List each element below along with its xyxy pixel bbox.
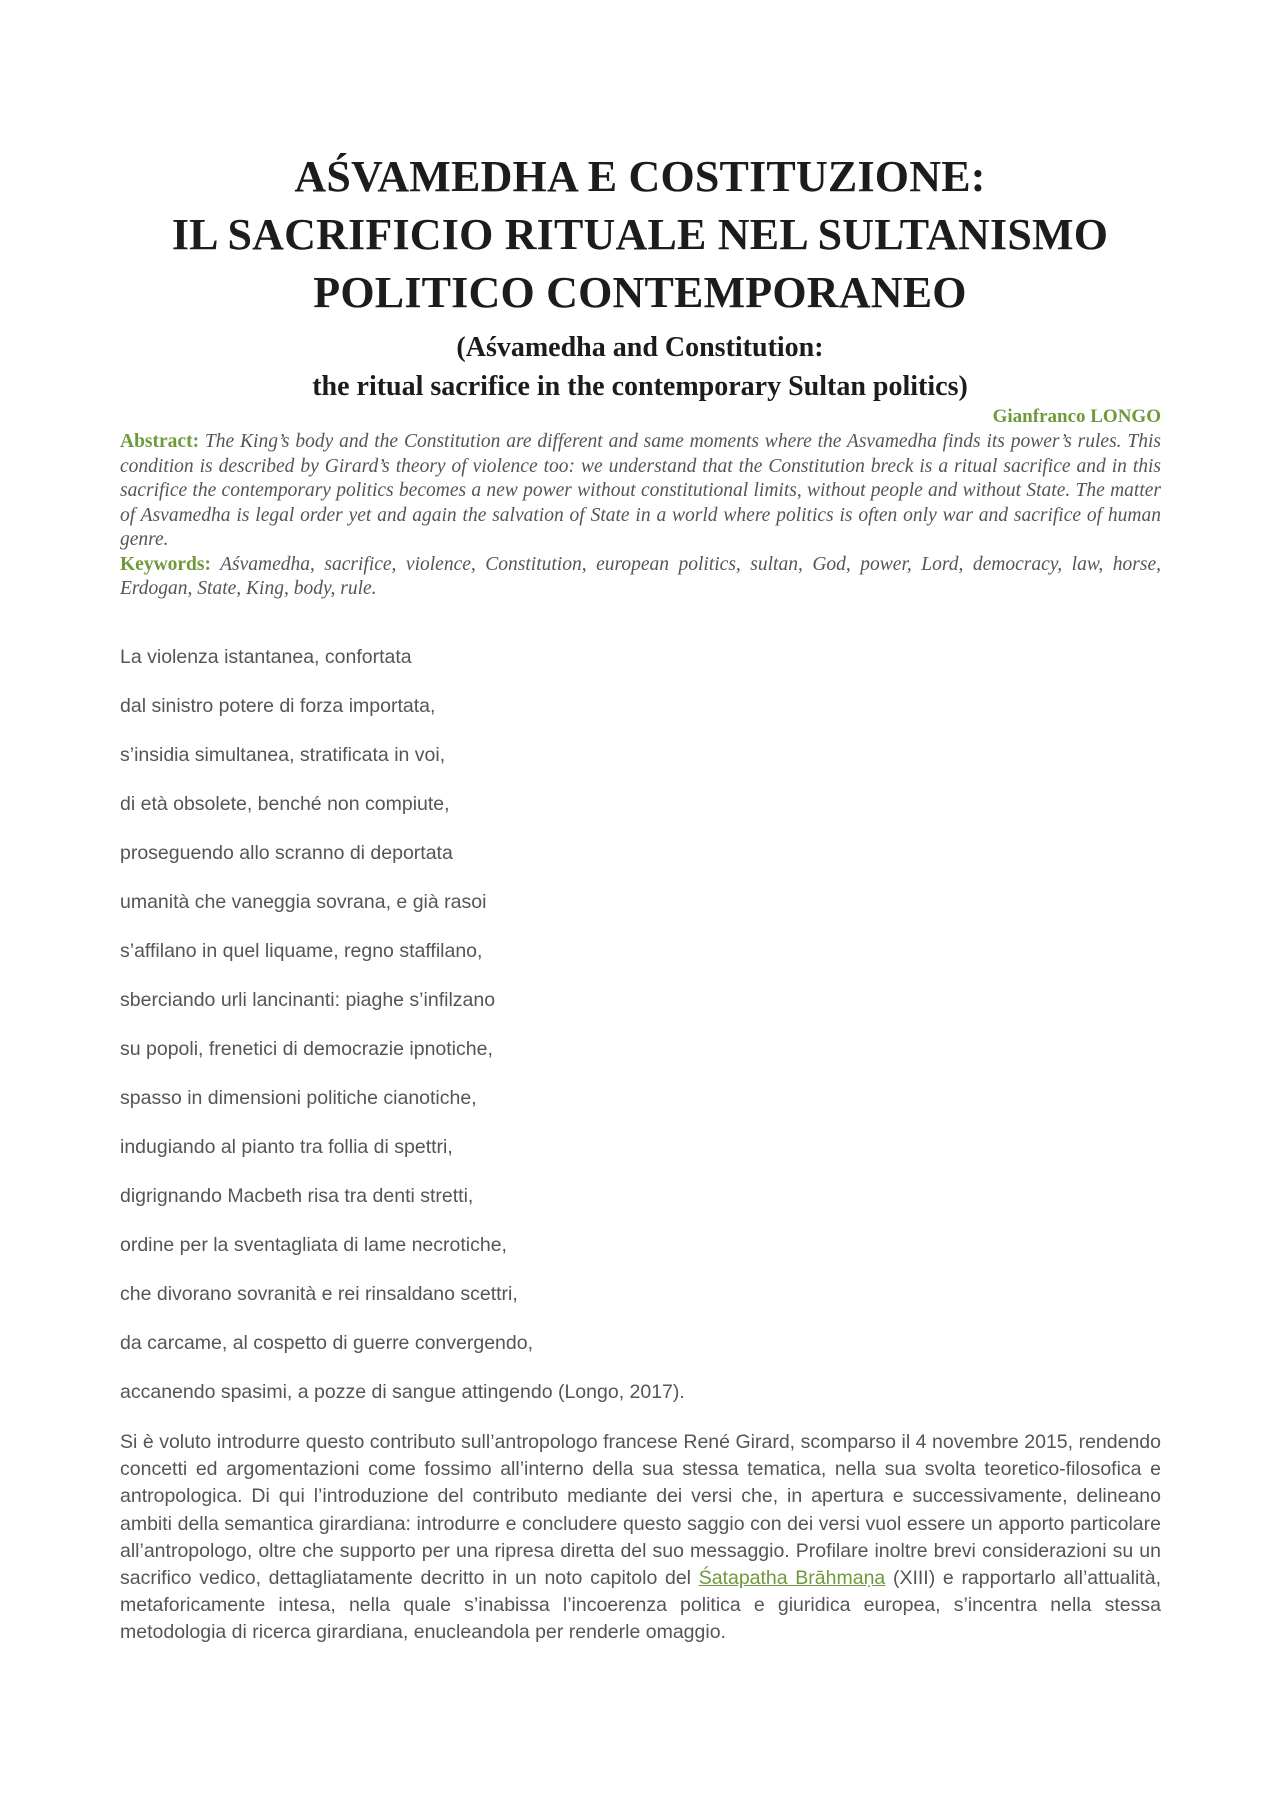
satapatha-brahmana-link[interactable]: Śatapatha Brāhmaṇa (698, 1567, 886, 1590)
poem-line: dal sinistro potere di forza importata, (120, 695, 436, 717)
body-text-after-link: (XIII) e rapportarlo all’attualità, metaforicamente intesa, nella quale s’inabissa l’incoerenza politica e giuridica europea, s’incentra nella stessa metodologia di ricerca girardiana, enucleandola per renderle omaggio. (120, 1567, 1161, 1644)
abstract-paragraph (120, 430, 1161, 553)
poem-line: proseguendo allo scranno di deportata (120, 842, 453, 864)
poem (120, 645, 685, 1429)
poem-line: spasso in dimensioni politiche cianotiche, (120, 1087, 477, 1109)
title-block (120, 148, 1160, 406)
author-name: Gianfranco LONGO (992, 406, 1161, 427)
abstract-text: The King’s body and the Constitution are different and same moments where the Asvamedha finds its power’s rules. This condition is described by Girard’s theory of violence too: we understand that the Constitution breck is a ritual sacrifice and in this sacrifice the contemporary politics becomes a new power without constitutional limits, without people and without State. The matter of Asvamedha is legal order yet and again the salvation of State in a world where politics is often only war and sacrifice of human genre. (120, 431, 1161, 550)
subtitle-line-1: (Aśvamedha and Constitution: (456, 332, 824, 363)
poem-line: di età obsolete, benché non compiute, (120, 793, 450, 815)
body-text-before-link: Si è voluto introdurre questo contributo sull’antropologo francese René Girard, scomparso il 4 novembre 2015, rendendo concetti ed argomentazioni come fossimo all’interno della sua stessa tematica, nella sua svolta teoretico-filosofica e antropologica. Di qui l’introduzione del contributo mediante dei versi che, in apertura e successivamente, delineano ambiti della semantica girardiana: introdurre e concludere questo saggio con dei versi vuol essere un apporto particolare all’antropologo, oltre che supporto per una ripresa diretta del suo messaggio. Profilare inoltre brevi considerazioni su un sacrifico vedico, dettagliatamente decritto in un noto capitolo del (120, 1431, 1161, 1590)
keywords-text: Aśvamedha, sacrifice, violence, Constitution, european politics, sultan, God, power, Lord, democracy, law, horse, Erdogan, State, King, body, rule. (120, 553, 1161, 599)
poem-line: sberciando urli lancinanti: piaghe s’infilzano (120, 989, 496, 1011)
poem-line: digrignando Macbeth risa tra denti stretti, (120, 1185, 474, 1207)
abstract-label: Abstract: (120, 431, 200, 452)
poem-line: s’insidia simultanea, stratificata in voi, (120, 744, 446, 766)
title-line-2: IL SACRIFICIO RITUALE NEL SULTANISMO (171, 210, 1109, 259)
poem-line: accanendo spasimi, a pozze di sangue attingendo (Longo, 2017). (120, 1381, 685, 1403)
poem-line: su popoli, frenetici di democrazie ipnotiche, (120, 1038, 493, 1060)
keywords-paragraph (120, 553, 1161, 602)
title-line-3: POLITICO CONTEMPORANEO (313, 268, 967, 317)
title-line-1: AŚVAMEDHA E COSTITUZIONE: (294, 152, 986, 201)
abstract-section (120, 430, 1161, 602)
poem-line: s’affilano in quel liquame, regno staffilano, (120, 940, 483, 962)
poem-line: indugiando al pianto tra follia di spettri, (120, 1136, 453, 1158)
poem-line: La violenza istantanea, confortata (120, 646, 412, 668)
poem-line: ordine per la sventagliata di lame necrotiche, (120, 1234, 507, 1256)
keywords-label: Keywords: (120, 553, 211, 575)
subtitle-line-2: the ritual sacrifice in the contemporary Sultan politics) (312, 371, 968, 402)
poem-line: umanità che vaneggia sovrana, e già rasoi (120, 891, 487, 913)
poem-line: che divorano sovranità e rei rinsaldano scettri, (120, 1283, 518, 1305)
poem-line: da carcame, al cospetto di guerre convergendo, (120, 1332, 533, 1354)
body-paragraph (120, 1429, 1161, 1647)
